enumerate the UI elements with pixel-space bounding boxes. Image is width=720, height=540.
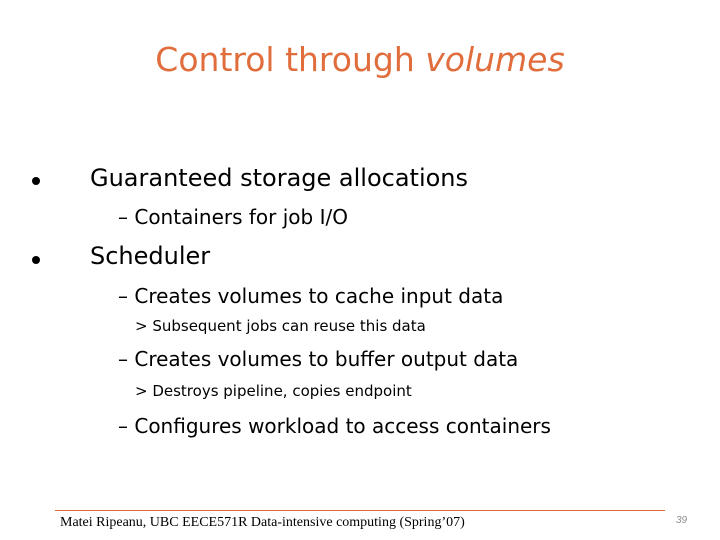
bullet-level1: Scheduler [90,242,211,270]
page-number: 39 [676,515,688,526]
footer-divider [55,510,665,511]
footer-text: Matei Ripeanu, UBC EECE571R Data-intensive computing (Spring’07) [60,515,465,530]
bullet-level2: – Containers for job I/O [118,205,348,229]
bullet-level3: > Subsequent jobs can reuse this data [135,317,426,335]
bullet-dot-icon [32,177,40,185]
bullet-level2: – Creates volumes to buffer output data [118,347,519,371]
bullet-level3: > Destroys pipeline, copies endpoint [135,382,412,400]
slide-title-main: Control through [155,40,426,79]
slide-title-italic: volumes [425,40,565,79]
bullet-level2: – Creates volumes to cache input data [118,284,504,308]
bullet-level2: – Configures workload to access containers [118,414,551,438]
slide-title [0,40,720,79]
bullet-level1: Guaranteed storage allocations [90,164,469,192]
bullet-dot-icon [32,256,40,264]
